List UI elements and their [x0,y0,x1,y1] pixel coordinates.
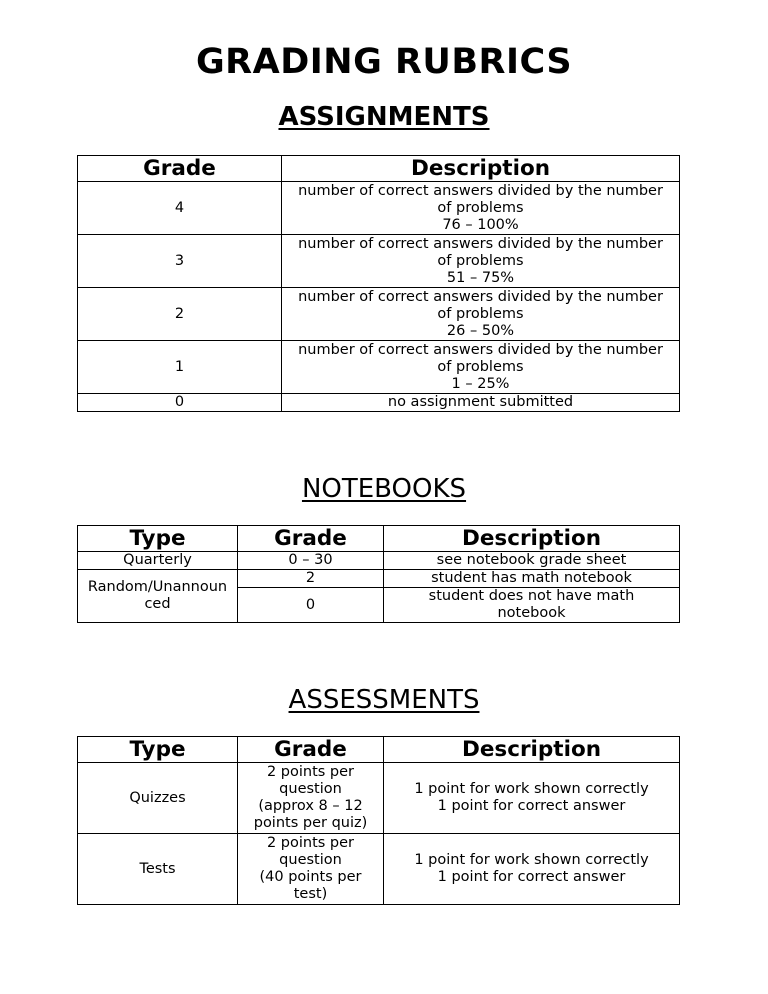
grade-cell: 2 [78,288,282,341]
table-row [78,394,680,412]
description-cell [384,763,680,834]
grade-line: (approx 8 – 12 [258,798,363,814]
grade-line: points per quiz) [253,815,368,831]
type-cell: Tests [78,834,238,905]
assessments-heading: ASSESSMENTS [288,685,480,715]
description-cell: student has math notebook [384,570,680,588]
description-line: number of correct answers divided by the number [298,341,663,358]
column-header-grade: Grade [238,526,384,552]
description-line: of problems [437,252,524,269]
table-row [78,182,680,235]
description-cell [282,182,680,235]
column-header-description: Description [384,737,680,763]
description-line: 1 point for work shown correctly [414,852,649,868]
description-cell [384,588,680,623]
grade-line: (40 points per [259,869,362,885]
description-cell [282,288,680,341]
description-cell [282,235,680,288]
type-line: Random/Unannoun [87,579,228,595]
table-row [78,341,680,394]
description-cell: no assignment submitted [282,394,680,412]
assignments-table [77,155,680,412]
column-header-description: Description [384,526,680,552]
grade-line: question [279,781,342,797]
assignments-heading: ASSIGNMENTS [278,102,490,132]
grade-line: 2 points per [266,764,355,780]
table-row [78,570,680,588]
description-line: notebook [497,605,566,621]
grade-cell: 4 [78,182,282,235]
description-line: 1 – 25% [451,375,510,392]
description-line: number of correct answers divided by the number [298,182,663,199]
description-cell: see notebook grade sheet [384,552,680,570]
table-row [78,552,680,570]
table-header-row [78,737,680,763]
grade-line: 2 points per [266,835,355,851]
description-line: student does not have math [428,588,635,604]
column-header-type: Type [78,737,238,763]
table-row [78,235,680,288]
description-line: 1 point for correct answer [437,798,626,814]
grade-cell: 0 [78,394,282,412]
grade-cell: 3 [78,235,282,288]
grade-cell: 2 [238,570,384,588]
description-line: number of correct answers divided by the number [298,288,663,305]
description-line: 51 – 75% [446,269,515,286]
table-header-row [78,156,680,182]
table-row [78,288,680,341]
description-cell [282,341,680,394]
page-title: GRADING RUBRICS [195,42,573,82]
assessments-table [77,736,680,905]
type-cell: Quizzes [78,763,238,834]
description-line: 1 point for work shown correctly [414,781,649,797]
column-header-grade: Grade [78,156,282,182]
notebooks-table [77,525,680,623]
column-header-description: Description [282,156,680,182]
grade-line: question [279,852,342,868]
grade-cell [238,763,384,834]
grade-line: test) [293,886,328,902]
column-header-type: Type [78,526,238,552]
description-line: of problems [437,358,524,375]
type-cell [78,570,238,623]
description-line: number of correct answers divided by the number [298,235,663,252]
description-line: 76 – 100% [442,216,519,233]
description-line: of problems [437,305,524,322]
table-row [78,834,680,905]
type-cell: Quarterly [78,552,238,570]
notebooks-heading: NOTEBOOKS [301,474,467,504]
column-header-grade: Grade [238,737,384,763]
type-line: ced [144,596,171,612]
grade-cell [238,834,384,905]
grade-cell: 0 – 30 [238,552,384,570]
description-cell [384,834,680,905]
grade-cell: 1 [78,341,282,394]
description-line: 1 point for correct answer [437,869,626,885]
description-line: of problems [437,199,524,216]
grade-cell: 0 [238,588,384,623]
description-line: 26 – 50% [446,322,515,339]
table-row [78,763,680,834]
table-header-row [78,526,680,552]
